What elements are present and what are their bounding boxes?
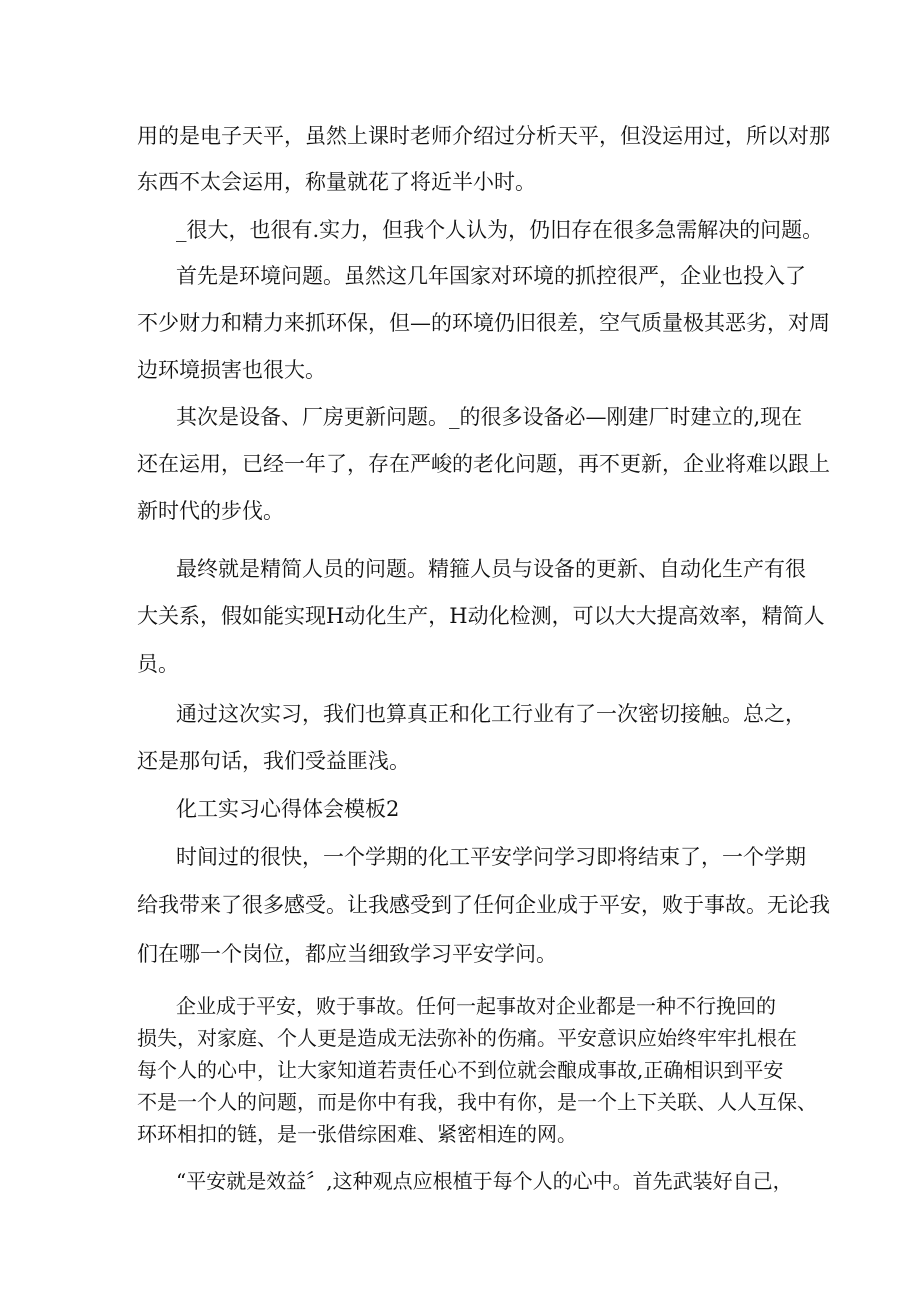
text-line: 还是那句话，我们受益匪浅。 xyxy=(137,749,410,773)
text-line: 们在哪一个岗位，都应当细致学习平安学问。 xyxy=(137,942,557,966)
text-line: 不是一个人的问题，而是你中有我，我中有你，是一个上下关联、人人互保、 xyxy=(137,1090,817,1114)
text-line: “平安就是效益〞,这种观点应根植于每个人的心中。首先武装好自己， xyxy=(176,1169,793,1193)
text-line: 给我带来了很多感受。让我感受到了任何企业成于平安，败于事故。无论我 xyxy=(137,893,830,917)
text-line: 不少财力和精力来抓环保，但—的环境仍旧很差，空气质量极其恶劣，对周 xyxy=(137,311,830,335)
text-line: 每个人的心中，让大家知道若责任心不到位就会酿成事故,正确相识到平安 xyxy=(137,1058,784,1082)
text-line: 新时代的步伐。 xyxy=(137,499,284,523)
text-line: 其次是设备、厂房更新问题。_的很多设备必—刚建厂时建立的,现在 xyxy=(176,405,803,429)
text-line: 边环境损害也很大。 xyxy=(137,358,326,382)
text-line: 东西不太会运用，称量就花了将近半小时。 xyxy=(137,170,536,194)
text-line: 企业成于平安，败于事故。任何一起事故对企业都是一种不行挽回的 xyxy=(176,994,776,1018)
text-line: _很大，也很有.实力，但我个人认为，仍旧存在很多急需解决的问题。 xyxy=(176,218,824,242)
section-heading: 化工实习心得体会模板2 xyxy=(176,797,400,821)
text-line: 通过这次实习，我们也算真正和化工行业有了一次密切接触。总之， xyxy=(176,702,806,726)
text-line: 环环相扣的链，是一张借综困难、紧密相连的网。 xyxy=(137,1122,577,1146)
text-line: 首先是环境问题。虽然这几年国家对环境的抓控很严，企业也投入了 xyxy=(176,264,806,288)
text-line: 员。 xyxy=(137,652,179,676)
text-line: 时间过的很快，一个学期的化工平安学问学习即将结束了，一个学期 xyxy=(176,845,806,869)
text-line: 大关系，假如能实现H动化生产，H动化检测，可以大大提高效率，精简人 xyxy=(137,604,825,628)
text-line: 损失，对家庭、个人更是造成无法弥补的伤痛。平安意识应始终牢牢扎根在 xyxy=(137,1026,797,1050)
text-line: 还在运用，已经一年了，存在严峻的老化问题，再不更新，企业将难以跟上 xyxy=(137,452,830,476)
text-line: 用的是电子天平，虽然上课时老师介绍过分析天平，但没运用过，所以对那 xyxy=(137,124,830,148)
text-line: 最终就是精简人员的问题。精箍人员与设备的更新、自动化生产有很 xyxy=(176,557,806,581)
